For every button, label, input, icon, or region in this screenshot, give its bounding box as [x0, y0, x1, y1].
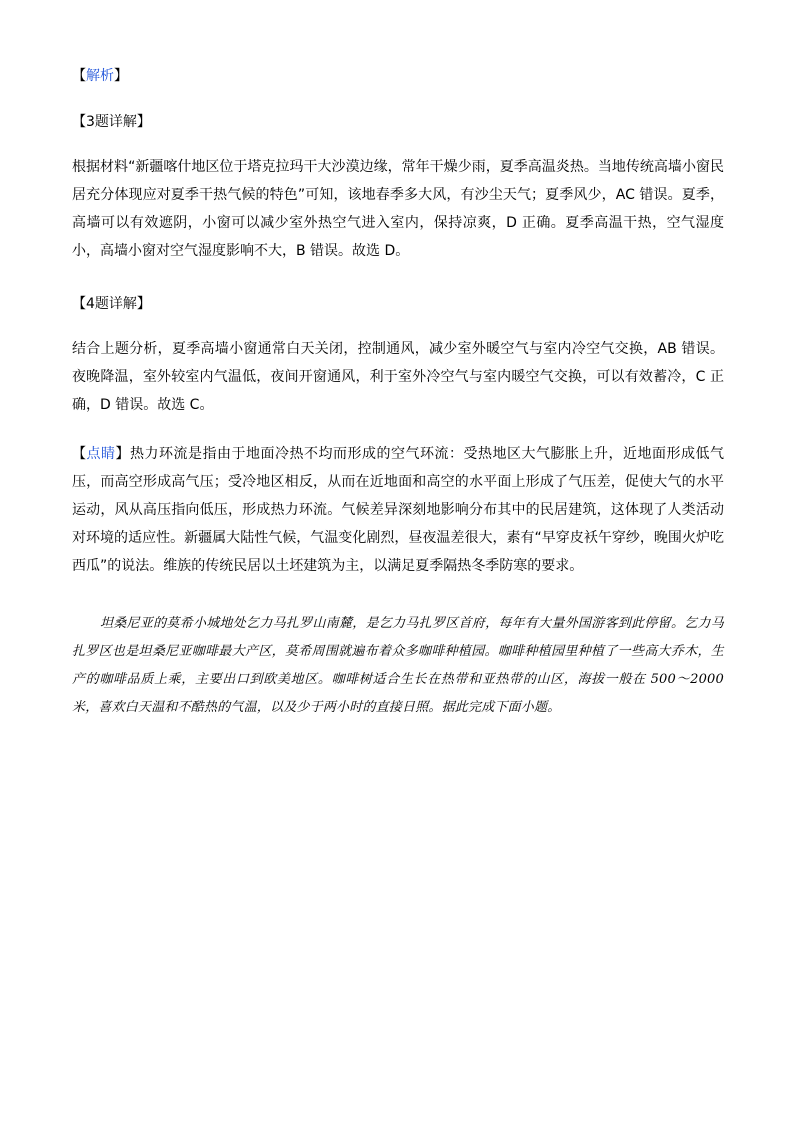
tip-body: 热力环流是指由于地面冷热不均而形成的空气环流：受热地区大气膨胀上升，近地面形成低气压，而高空形成高气压；受冷地区相反，从而在近地面和高空的水平面上形成了气压差，促使大气的水平运动，风从高压指向低压，形成热力环流。气候差异深刻地影响分布其中的民居建筑，这体现了人类活动对环境的适应性。新疆属大陆性气候，气温变化剧烈，昼夜温差很大，素有“早穿皮袄午穿纱，晚围火炉吃西瓜”的说法。维族的传统民居以土坯建筑为主，以满足夏季隔热冬季防寒的要求。 — [72, 446, 724, 574]
q4-heading: 【4题详解】 — [72, 296, 151, 312]
q4-explanation: 结合上题分析，夏季高墙小窗通常白天关闭，控制通风，减少室外暖空气与室内冷空气交换，AB 错误。夜晚降温，室外较室内气温低，夜间开窗通风，利于室外冷空气与室内暖空气交换，可以有效蓄冷，C 正确，D 错误。故选 C。 — [72, 341, 724, 413]
q3-heading-label: 3题详解 — [86, 114, 137, 130]
analysis-heading-label: 解析 — [86, 68, 114, 84]
q4-heading-label: 4题详解 — [86, 296, 137, 312]
q3-heading: 【3题详解】 — [72, 114, 151, 130]
tip-paragraph: 【点睛】热力环流是指由于地面冷热不均而形成的空气环流：受热地区大气膨胀上升，近地面形成低气压，而高空形成高气压；受冷地区相反，从而在近地面和高空的水平面上形成了气压差，促使大气的水平运动，风从高压指向低压，形成热力环流。气候差异深刻地影响分布其中的民居建筑，这体现了人类活动对环境的适应性。新疆属大陆性气候，气温变化剧烈，昼夜温差很大，素有“早穿皮袄午穿纱，晚围火炉吃西瓜”的说法。维族的传统民居以土坯建筑为主，以满足夏季隔热冬季防寒的要求。 — [72, 446, 724, 574]
reading-passage: 坦桑尼亚的莫希小城地处乞力马扎罗山南麓，是乞力马扎罗区首府，每年有大量外国游客到此停留。乞力马扎罗区也是坦桑尼亚咖啡最大产区，莫希周围就遍布着众多咖啡种植园。咖啡种植园里种植了一些高大乔木，生产的咖啡品质上乘，主要出口到欧美地区。咖啡树适合生长在热带和亚热带的山区，海拔一般在 500～2000 米，喜欢白天温和不酷热的气温，以及少于两小时的直接日照。据此完成下面小题。 — [72, 616, 724, 715]
analysis-heading: 【解析】 — [72, 68, 128, 84]
tip-label: 点睛 — [86, 446, 116, 462]
q3-explanation: 根据材料“新疆喀什地区位于塔克拉玛干大沙漠边缘，常年干燥少雨，夏季高温炎热。当地传统高墙小窗民居充分体现应对夏季干热气候的特色”可知，该地春季多大风，有沙尘天气；夏季风少，AC 错误。夏季，高墙可以有效遮阴，小窗可以减少室外热空气进入室内，保持凉爽，D 正确。夏季高温干热，空气湿度小，高墙小窗对空气湿度影响不大，B 错误。故选 D。 — [72, 159, 724, 259]
